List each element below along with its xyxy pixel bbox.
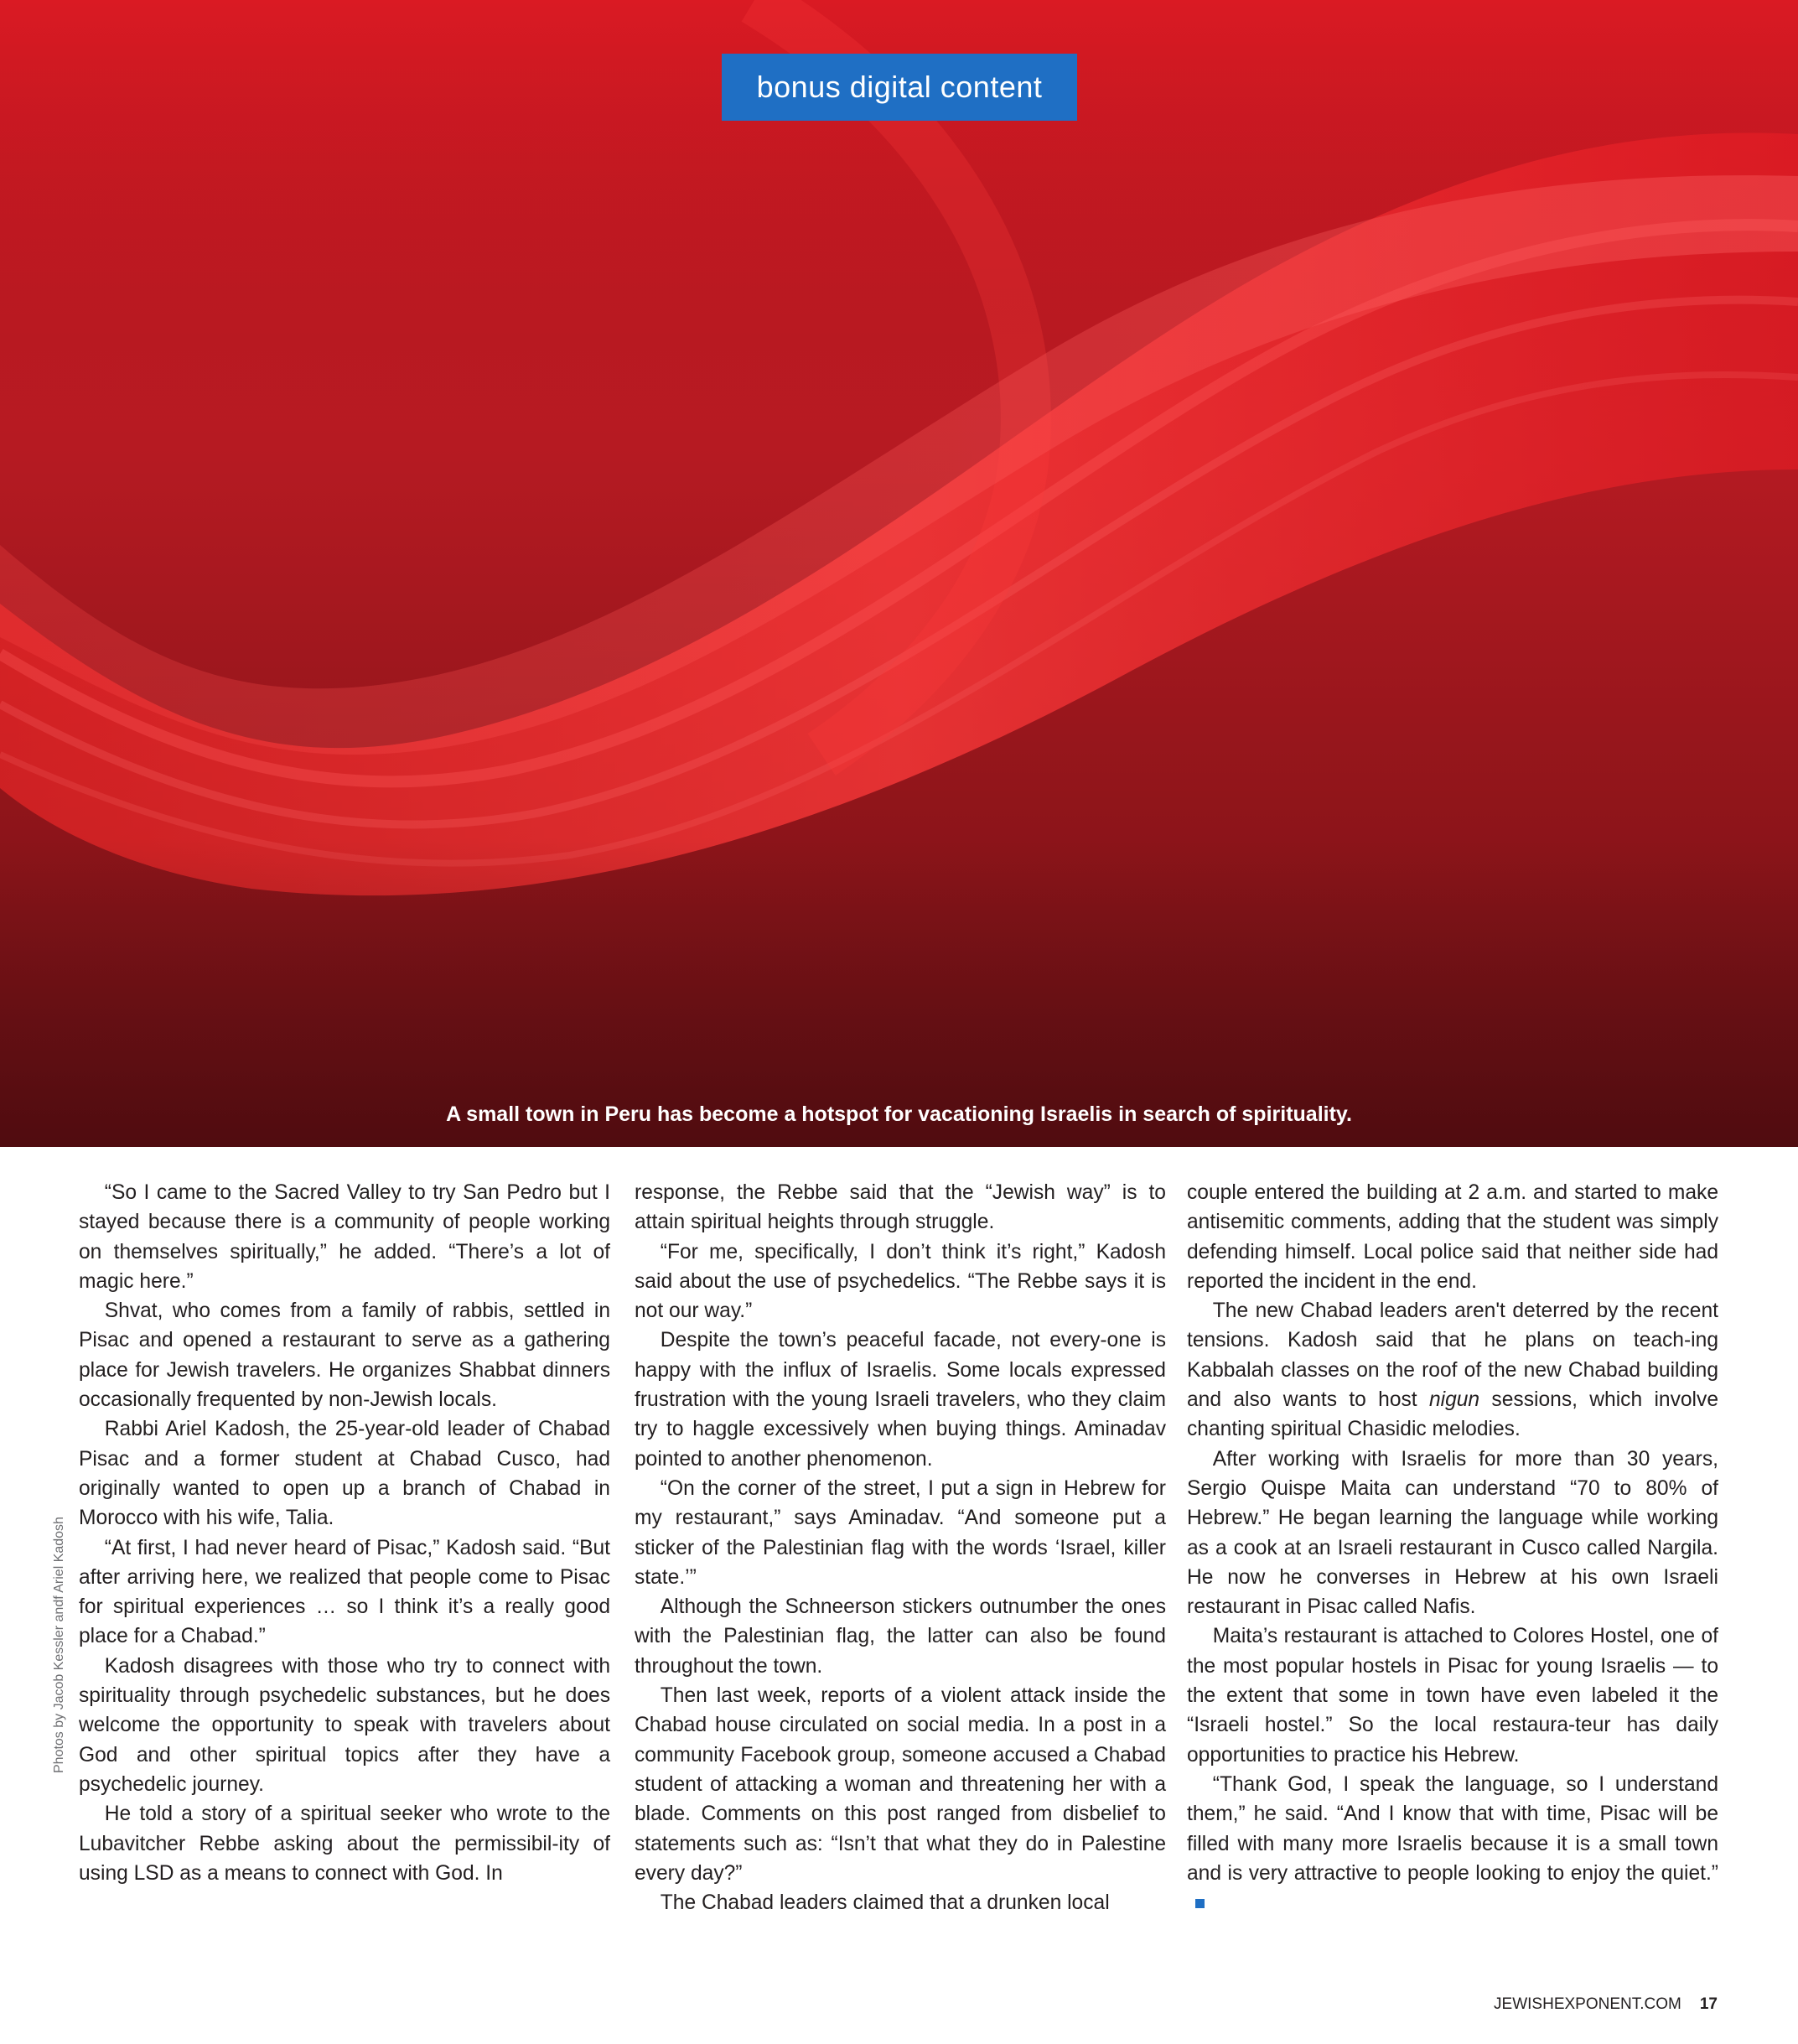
paragraph: “For me, specifically, I don’t think it’s right,” Kadosh said about the use of psychedelics. “The Rebbe says it is not our way.” — [635, 1240, 1166, 1323]
paragraph: Despite the town’s peaceful facade, not every-one is happy with the influx of Israelis. Some locals expressed frustration with the young Israeli travelers, who they claim try to haggle excessively when buying things. Aminadav pointed to another phenomenon. — [635, 1329, 1166, 1471]
paragraph: Then last week, reports of a violent attack inside the Chabad house circulated on social media. In a post in a community Facebook group, someone accused a Chabad student of attacking a woman and threatening her with a blade. Comments on this post ranged from disbelief to statements such as: “Isn’t that what they do in Palestine every day?” — [635, 1684, 1166, 1885]
paragraph: “On the corner of the street, I put a sign in Hebrew for my restaurant,” says Aminadav. “And someone put a sticker of the Palestinian flag with the words ‘Israel, killer state.’” — [635, 1476, 1166, 1589]
paragraph-text: sessions, which involve chanting spiritual Chasidic melodies. — [1187, 1388, 1718, 1441]
paragraph: The Chabad leaders claimed that a drunken local — [660, 1891, 1110, 1915]
page-footer — [1494, 1995, 1718, 2014]
paragraph: Kadosh disagrees with those who try to connect with spirituality through psychedelic substances, but he does welcome the opportunity to speak with travelers about God and other spiritual topics after they have a psychedelic journey. — [79, 1654, 610, 1796]
paragraph: Rabbi Ariel Kadosh, the 25-year-old leader of Chabad Pisac and a former student at Chabad Cusco, had originally wanted to open up a branch of Chabad in Morocco with his wife, Talia. — [79, 1418, 610, 1530]
paragraph: couple entered the building at 2 a.m. and started to make antisemitic comments, adding that the student was simply defending himself. Local police said that neither side had reported the incident in the end. — [1187, 1181, 1718, 1293]
article-column-1 — [79, 1178, 610, 1888]
paragraph-text: “Thank God, I speak the language, so I understand them,” he said. “And I know that with time, Pisac will be filled with many more Israelis because it is a small town and is very attractive to people looking to enjoy the quiet.” — [1187, 1772, 1718, 1885]
article-column-2 — [635, 1178, 1166, 1917]
paragraph-text: The new Chabad leaders aren't deterred by the recent tensions. Kadosh said that he plans on teach-ing Kabbalah classes on the roof of the new Chabad building and also wants to host — [1187, 1300, 1718, 1412]
paragraph: “So I came to the Sacred Valley to try San Pedro but I stayed because there is a community of people working on themselves spiritually,” he added. “There’s a lot of magic here.” — [79, 1181, 610, 1293]
paragraph — [1187, 1296, 1718, 1444]
italic-term: nigun — [1428, 1388, 1480, 1412]
paragraph: Although the Schneerson stickers outnumber the ones with the Palestinian flag, the latter can also be found throughout the town. — [635, 1595, 1166, 1678]
page-number: 17 — [1699, 1995, 1718, 2013]
bonus-digital-content-badge: bonus digital content — [722, 54, 1077, 121]
paragraph: After working with Israelis for more than 30 years, Sergio Quispe Maita can understand “70 to 80% of Hebrew.” He began learning the language while working as a cook at an Israeli restaurant in Cusco called Nargila. He now he converses in Hebrew at his own Israeli restaurant in Pisac called Nafis. — [1187, 1447, 1718, 1619]
photo-caption: A small town in Peru has become a hotspot for vacationing Israelis in search of spirituality. — [446, 1102, 1352, 1126]
paragraph — [1187, 1770, 1718, 1917]
paragraph: “At first, I had never heard of Pisac,” Kadosh said. “But after arriving here, we realized that people come to Pisac for spiritual experiences … so I think it’s a really good place for a Chabad.” — [79, 1536, 610, 1648]
paragraph: He told a story of a spiritual seeker who wrote to the Lubavitcher Rebbe asking about the permissibil-ity of using LSD as a means to connect with God. In — [79, 1803, 610, 1885]
photo-credit: Photos by Jacob Kessler andf Ariel Kadosh — [52, 1517, 66, 1773]
footer-site: JEWISHEXPONENT.COM — [1494, 1995, 1681, 2013]
end-of-article-square-icon — [1195, 1899, 1205, 1908]
article-column-3 — [1187, 1178, 1718, 1917]
paragraph: Shvat, who comes from a family of rabbis, settled in Pisac and opened a restaurant to serve as a gathering place for Jewish travelers. He organizes Shabbat dinners occasionally frequented by non-Jewish locals. — [79, 1300, 610, 1412]
paragraph: Maita’s restaurant is attached to Colores Hostel, one of the most popular hostels in Pisac for young Israelis — to the extent that some in town have even labeled it the “Israeli hostel.” So the local restaura-teur has daily opportunities to practice his Hebrew. — [1187, 1625, 1718, 1766]
paragraph: response, the Rebbe said that the “Jewish way” is to attain spiritual heights through struggle. — [635, 1181, 1166, 1234]
